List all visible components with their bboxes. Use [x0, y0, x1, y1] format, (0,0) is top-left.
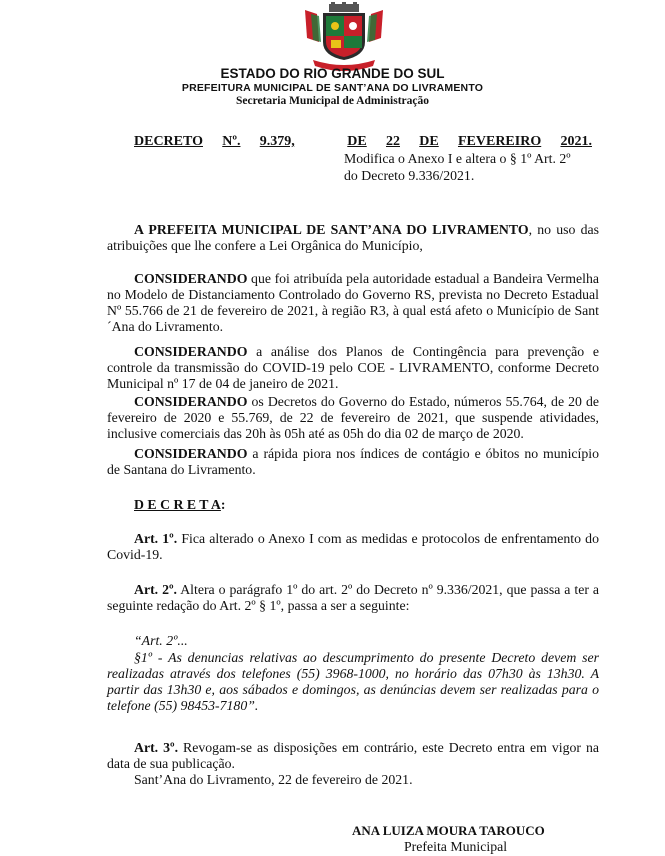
title-word: FEVEREIRO [457, 134, 542, 149]
considerando-label: CONSIDERANDO [134, 271, 248, 286]
title-word: DE [419, 134, 439, 149]
preamble-paragraph [107, 222, 599, 254]
signatory-name: ANA LUIZA MOURA TAROUCO [352, 823, 545, 838]
ementa-line-1: Modifica o Anexo I e altera o § 1º Art. 2º [344, 151, 571, 166]
decreta-label: D E C R E T A [134, 497, 221, 512]
state-heading: ESTADO DO RIO GRANDE DO SUL [220, 66, 445, 81]
considerando-text: a rápida piora nos índices de contágio e óbitos no município de Santana do Livramento. [107, 446, 599, 477]
article-1 [107, 531, 599, 563]
prefeitura-heading: PREFEITURA MUNICIPAL DE SANT’ANA DO LIVRAMENTO [181, 82, 484, 94]
article-3 [107, 740, 599, 772]
decreta-heading [134, 497, 226, 513]
considerando-3 [107, 394, 599, 442]
considerando-1 [107, 271, 599, 335]
title-word: DECRETO [134, 134, 203, 149]
article-label: Art. 1º. [134, 531, 178, 546]
place-date: Sant’Ana do Livramento, 22 de fevereiro de 2021. [134, 772, 413, 787]
decreta-colon: : [220, 497, 226, 512]
preamble-bold: A PREFEITA MUNICIPAL DE SANT’ANA DO LIVRAMENTO [134, 222, 529, 237]
preamble-text: , no uso das atribuições que lhe confere a Lei Orgânica do Município, [107, 222, 599, 253]
article-text: Fica alterado o Anexo I com as medidas e protocolos de enfrentamento do Covid-19. [107, 531, 599, 562]
municipal-coat-of-arms-icon [303, 2, 385, 74]
title-word: 9.379, [259, 134, 295, 149]
ementa-line-2: do Decreto 9.336/2021. [344, 168, 475, 183]
article-label: Art. 2º. [134, 582, 177, 597]
considerando-4 [107, 446, 599, 478]
title-word: 2021. [560, 134, 592, 149]
title-word: DE [347, 134, 367, 149]
article-text: Revogam-se as disposições em contrário, este Decreto entra em vigor na data de sua publicação. [107, 740, 599, 771]
signatory-role: Prefeita Municipal [404, 839, 508, 854]
considerando-text: a análise dos Planos de Contingência para prevenção e controle da transmissão do COVID-19 pelo COE - LIVRAMENTO, conforme Decreto Municipal nº 17 de 04 de janeiro de 2021. [107, 344, 599, 391]
considerando-label: CONSIDERANDO [134, 394, 248, 409]
title-word: 22 [386, 134, 400, 149]
considerando-label: CONSIDERANDO [134, 344, 248, 359]
quote-paragraph: §1º - As denuncias relativas ao descumprimento do presente Decreto devem ser realizadas através dos telefones (55) 3968-1000, no horário das 07h30 às 13h30. A partir das 13h30 e, aos sábados e domingos, as denúncias devem ser realizadas para o telefone (55) 98453-7180”. [107, 650, 599, 713]
considerando-label: CONSIDERANDO [134, 446, 248, 461]
article-label: Art. 3º. [134, 740, 179, 755]
considerando-2 [107, 344, 599, 392]
considerando-text: que foi atribuída pela autoridade estadual a Bandeira Vermelha no Modelo de Distanciamento Controlado do Governo RS, prevista no Decreto Estadual Nº 55.766 de 21 de fevereiro de 2021, à região R3, à qual está afeto o Município de Sant´Ana do Livramento. [107, 271, 599, 334]
article-text: Altera o parágrafo 1º do art. 2º do Decreto nº 9.336/2021, que passa a ter a seguinte redação do Art. 2º § 1º, passa a ser a seguinte: [107, 582, 599, 613]
considerando-text: os Decretos do Governo do Estado, números 55.764, de 20 de fevereiro de 2020 e 55.769, de 22 de fevereiro de 2021, que suspende atividades, inclusive comerciais das 20h às 05h até as 05h do dia 02 de março de 2020. [107, 394, 599, 441]
article-2 [107, 582, 599, 614]
quote-opening: “Art. 2º... [134, 633, 188, 648]
secretaria-heading: Secretaria Municipal de Administração [235, 95, 430, 107]
decree-title [134, 134, 592, 150]
title-word: Nº. [222, 134, 241, 149]
